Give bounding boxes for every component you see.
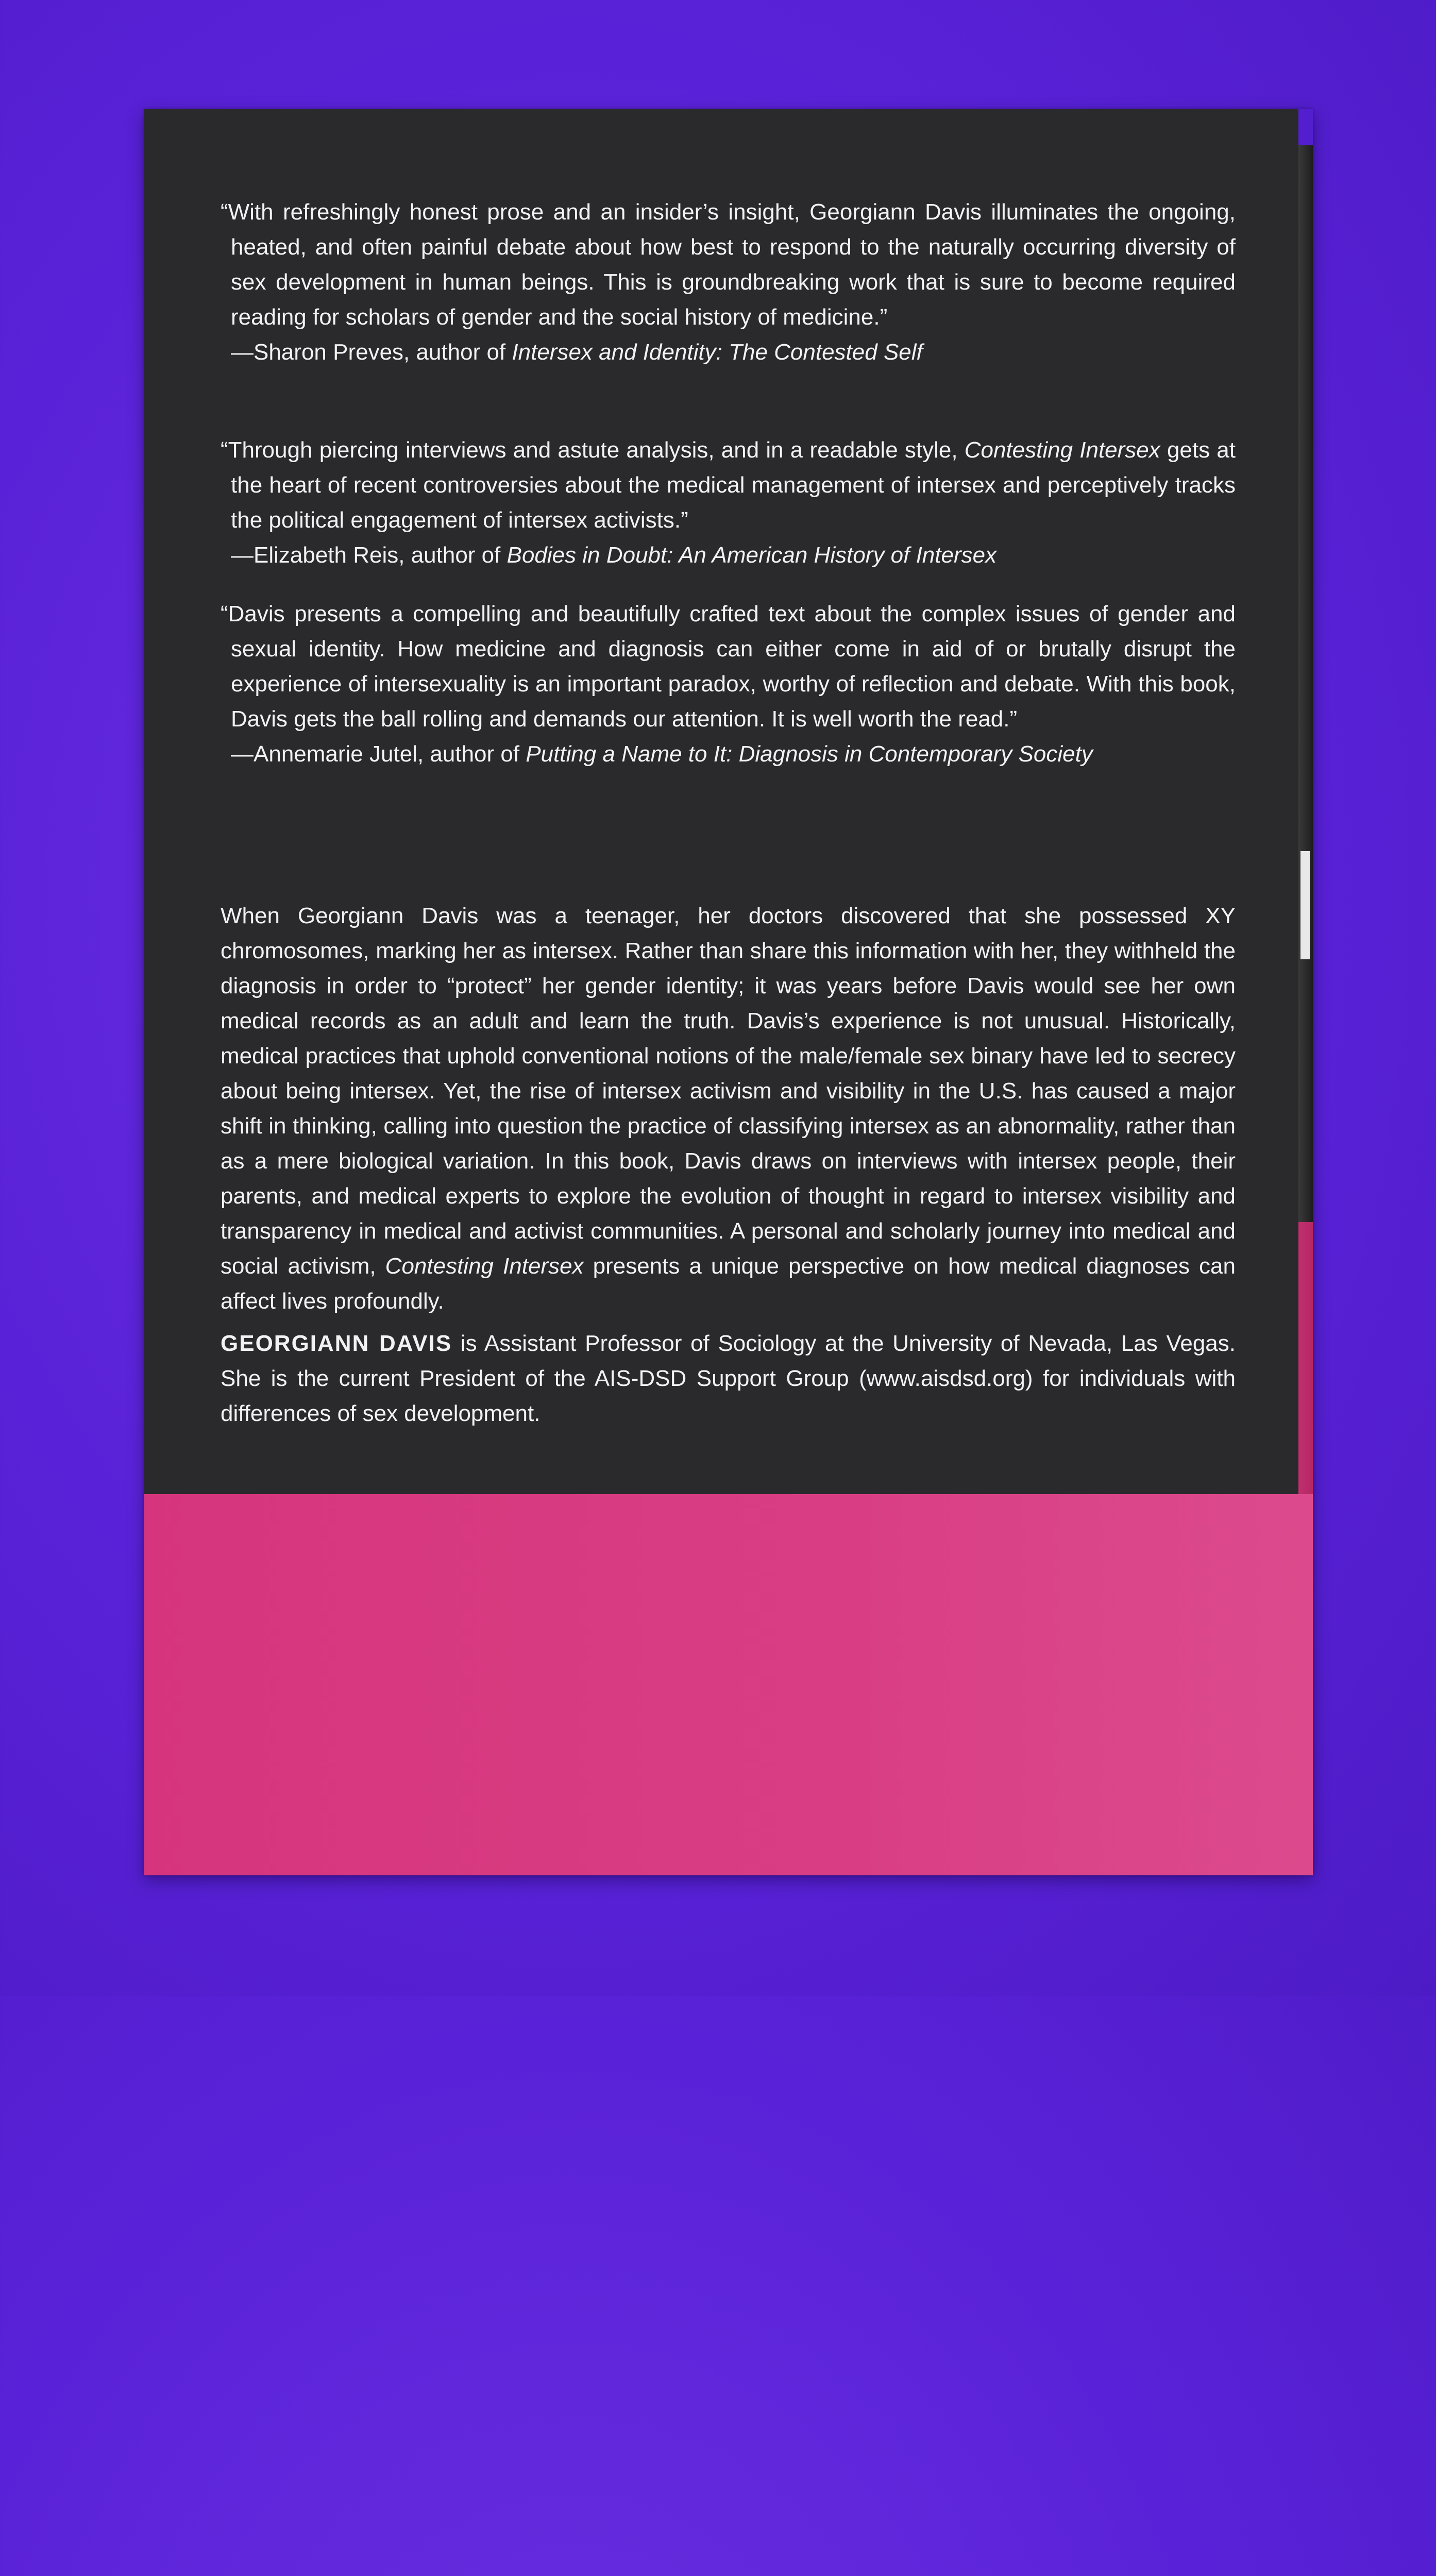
spine-highlight [1300, 851, 1310, 959]
dark-panel [144, 109, 1298, 1494]
quote-work-title: Putting a Name to It: Diagnosis in Contemporary Society [526, 741, 1093, 767]
endorsement-quote-2 [221, 433, 1236, 573]
description-text-b: presents a unique perspective on how medical diagnoses can affect lives profoundly. [221, 1253, 1236, 1314]
quote-text: “With refreshingly honest prose and an insider’s insight, Georgiann Davis illuminates the ongoing, heated, and often painful debate about how best to respond to the naturally occurring diversity of sex development in human beings. This is groundbreaking work that is sure to become required reading for scholars of gender and the social history of medicine.” [221, 199, 1236, 330]
quote-attribution: —Sharon Preves, author of [231, 340, 512, 365]
quote-text-b: gets at the heart of recent controversies about the medical management of intersex and perceptively tracks the political engagement of intersex activists.” [231, 437, 1236, 533]
quote-text-a: “Through piercing interviews and astute analysis, and in a readable style, [221, 437, 965, 463]
description-text-a: When Georgiann Davis was a teenager, her doctors discovered that she possessed XY chromosomes, marking her as intersex. Rather than share this information with her, they withheld the diagnosis in order to “protect” her gender identity; it was years before Davis would see her own medical records as an adult and learn the truth. Davis’s experience is not unusual. Historically, medical practices that uphold conventional notions of the male/female sex binary have led to secrecy about being intersex. Yet, the rise of intersex activism and visibility in the U.S. has caused a major shift in thinking, calling into question the practice of classifying intersex as an abnormality, rather than as a mere biological variation. In this book, Davis draws on interviews with intersex people, their parents, and medical experts to explore the evolution of thought in regard to intersex visibility and transparency in medical and activist communities. A personal and scholarly journey into medical and social activism, [221, 903, 1236, 1279]
quote-book-title: Contesting Intersex [964, 437, 1160, 463]
endorsement-quote-3 [221, 597, 1236, 772]
spine-pink-band [1298, 1222, 1313, 1494]
book-back-cover [144, 109, 1313, 1875]
pink-panel [144, 1494, 1313, 1875]
author-name: GEORGIANN DAVIS [221, 1331, 452, 1356]
author-bio-text: is Assistant Professor of Sociology at the University of Nevada, Las Vegas. She is the current President of the AIS-DSD Support Group (www.aisdsd.org) for individuals with differences of sex development. [221, 1331, 1236, 1426]
description-paragraph [221, 899, 1236, 1319]
quote-work-title: Bodies in Doubt: An American History of Intersex [506, 543, 997, 568]
quote-text: “Davis presents a compelling and beautifully crafted text about the complex issues of gender and sexual identity. How medicine and diagnosis can either come in aid of or brutally disrupt the experience of intersexuality is an important paradox, worthy of reflection and debate. With this book, Davis gets the ball rolling and demands our attention. It is well worth the read.” [221, 601, 1236, 732]
author-bio [221, 1326, 1236, 1431]
quote-work-title: Intersex and Identity: The Contested Self [512, 340, 923, 365]
book-description [221, 899, 1236, 1438]
endorsement-quote-1 [221, 195, 1236, 370]
quote-attribution: —Annemarie Jutel, author of [231, 741, 526, 767]
description-book-title: Contesting Intersex [385, 1253, 584, 1279]
quote-attribution: —Elizabeth Reis, author of [231, 543, 507, 568]
